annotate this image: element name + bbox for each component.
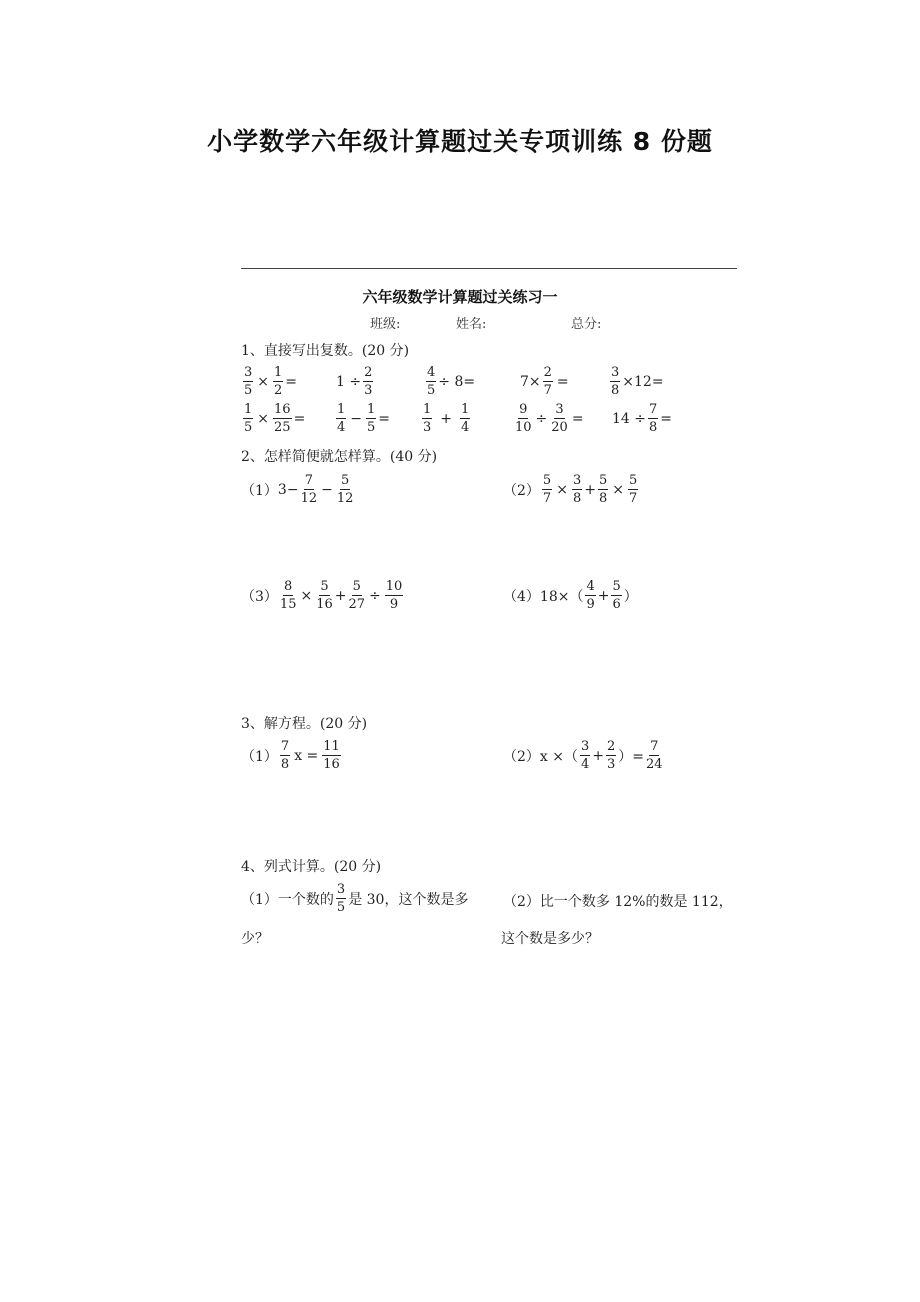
fraction: $\frac{1}{5}$ — [367, 402, 376, 435]
q1-expression-4: 7× $\frac{2}{7}$ = — [520, 365, 569, 398]
q1-expression-3: $\frac{4}{5}$ ÷ 8= — [427, 365, 476, 398]
section-1-heading: 1、直接写出复数。(20 分) — [241, 343, 410, 359]
fraction: $\frac{5}{7}$ — [542, 473, 552, 506]
fraction: $\frac{1}{2}$ — [274, 365, 283, 398]
fraction: $\frac{9}{10}$ — [515, 402, 532, 435]
q2-problem-4: （4） 18×（ $\frac{4}{9}$ + $\frac{5}{6}$ ） — [503, 579, 638, 612]
fraction: $\frac{1}{4}$ — [461, 402, 470, 435]
q3-problem-2: （2） x ×（ $\frac{3}{4}$ + $\frac{2}{3}$ ）= $\frac{7}{24}$ — [503, 739, 663, 772]
fraction: $\frac{5}{8}$ — [598, 473, 608, 506]
fraction: $\frac{3}{8}$ — [611, 365, 620, 398]
fraction: $\frac{5}{16}$ — [316, 579, 333, 612]
q1-expression-1: $\frac{3}{5}$ × $\frac{1}{2}$ = — [244, 365, 298, 398]
fraction: $\frac{10}{9}$ — [385, 579, 403, 612]
fraction: $\frac{2}{7}$ — [543, 365, 552, 398]
fraction: $\frac{7}{8}$ — [649, 402, 658, 435]
q1-expression-10: 14 ÷ $\frac{7}{8}$ = — [612, 402, 673, 435]
q1-expression-5: $\frac{3}{8}$ ×12= — [611, 365, 664, 398]
fraction: $\frac{8}{15}$ — [279, 579, 297, 612]
q1-expression-8: $\frac{1}{3}$ + $\frac{1}{4}$ — [423, 402, 470, 435]
fraction: $\frac{4}{9}$ — [586, 579, 595, 612]
fraction: $\frac{5}{6}$ — [612, 579, 621, 612]
section-4-heading: 4、列式计算。(20 分) — [241, 859, 382, 875]
fraction: $\frac{2}{3}$ — [364, 365, 373, 398]
fraction: $\frac{1}{5}$ — [244, 402, 253, 435]
fraction: $\frac{3}{5}$ — [336, 882, 346, 915]
fraction: $\frac{2}{3}$ — [607, 739, 616, 772]
fraction: $\frac{7}{24}$ — [646, 739, 663, 772]
total-label: 总分: — [571, 317, 602, 332]
q2-problem-2: （2） $\frac{5}{7}$ × $\frac{3}{8}$ + $\frac{5}{8}$ × $\frac{5}{7}$ — [503, 473, 638, 506]
q4-problem-1-line-2: 少？ — [241, 931, 269, 947]
fraction: $\frac{3}{5}$ — [244, 365, 253, 398]
divider-line — [241, 268, 737, 269]
q4-problem-1-line-1: （1）一个数的 $\frac{3}{5}$ 是 30，这个数是多 — [241, 882, 469, 915]
document-title: 小学数学六年级计算题过关专项训练 8 份题 — [207, 127, 713, 156]
fraction: $\frac{7}{8}$ — [280, 739, 290, 772]
fraction: $\frac{1}{4}$ — [337, 402, 346, 435]
q1-expression-6: $\frac{1}{5}$ × $\frac{16}{25}$ = — [244, 402, 306, 435]
q4-problem-2-line-1: （2）比一个数多 12%的数是 112， — [503, 894, 733, 910]
fraction: $\frac{3}{20}$ — [551, 402, 568, 435]
class-label: 班级: — [370, 317, 401, 332]
q1-expression-7: $\frac{1}{4}$ − $\frac{1}{5}$ = — [337, 402, 391, 435]
fraction: $\frac{11}{16}$ — [323, 739, 340, 772]
section-2-heading: 2、怎样简便就怎样算。(40 分) — [241, 449, 438, 465]
fraction: $\frac{3}{8}$ — [572, 473, 582, 506]
fraction: $\frac{5}{27}$ — [348, 579, 366, 612]
fraction: $\frac{1}{3}$ — [423, 402, 432, 435]
fraction: $\frac{7}{12}$ — [300, 473, 318, 506]
fraction: $\frac{4}{5}$ — [427, 365, 436, 398]
fraction: $\frac{3}{4}$ — [581, 739, 590, 772]
q2-problem-1: （1） 3− $\frac{7}{12}$ − $\frac{5}{12}$ — [241, 473, 354, 506]
q4-problem-2-line-2: 这个数是多少？ — [501, 931, 599, 947]
q2-problem-3: （3） $\frac{8}{15}$ × $\frac{5}{16}$ + $\frac{5}{27}$ ÷ $\frac{10}{9}$ — [241, 579, 403, 612]
name-label: 姓名: — [456, 317, 487, 332]
fraction: $\frac{5}{12}$ — [336, 473, 354, 506]
exercise-title: 六年级数学计算题过关练习一 — [362, 288, 558, 306]
q3-problem-1: （1） $\frac{7}{8}$ x = $\frac{11}{16}$ — [241, 739, 340, 772]
q1-expression-9: $\frac{9}{10}$ ÷ $\frac{3}{20}$ = — [515, 402, 584, 435]
q1-expression-2: 1 ÷ $\frac{2}{3}$ — [336, 365, 373, 398]
fraction: $\frac{5}{7}$ — [628, 473, 638, 506]
fraction: $\frac{16}{25}$ — [274, 402, 291, 435]
section-3-heading: 3、解方程。(20 分) — [241, 716, 368, 732]
